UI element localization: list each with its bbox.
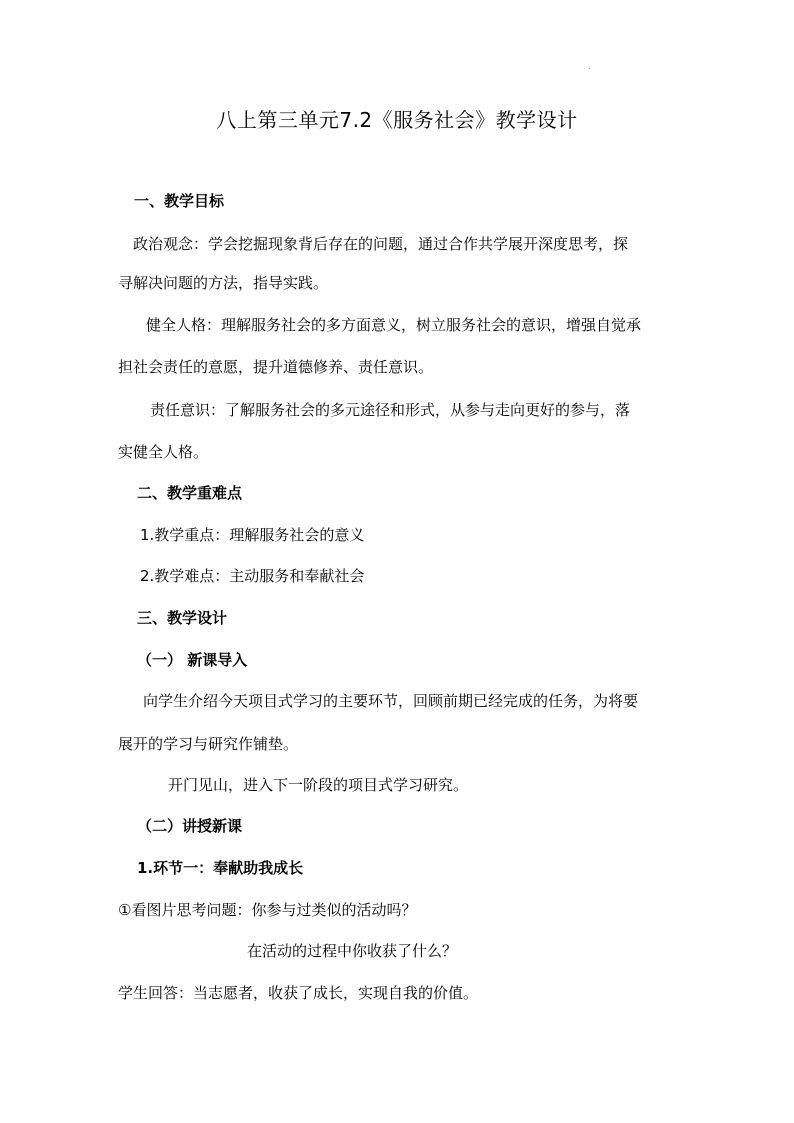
intro-line3: 开门见山，进入下一阶段的项目式学习研究。 xyxy=(168,776,469,794)
goal-political-line2: 寻解决问题的方法，指导实践。 xyxy=(118,274,329,292)
corner-mark: . xyxy=(588,62,591,71)
intro-line1: 向学生介绍今天项目式学习的主要环节，回顾前期已经完成的任务，为将要 xyxy=(143,692,639,710)
question-line2: 在活动的过程中你收获了什么？ xyxy=(247,942,458,960)
subsection-heading-new-lesson: （二）讲授新课 xyxy=(137,817,243,835)
difficult-point: 2.教学难点：主动服务和奉献社会 xyxy=(140,567,365,585)
goal-personality-line2: 担社会责任的意愿，提升道德修养、责任意识。 xyxy=(118,358,434,376)
goal-political-line1: 政治观念：学会挖掘现象背后存在的问题，通过合作共学展开深度思考，探 xyxy=(133,235,629,253)
intro-line2: 展开的学习与研究作铺垫。 xyxy=(118,735,299,753)
goal-personality-line1: 健全人格：理解服务社会的多方面意义，树立服务社会的意识，增强自觉承 xyxy=(146,316,642,334)
section-heading-key-points: 二、教学重难点 xyxy=(137,484,243,502)
key-point: 1.教学重点：理解服务社会的意义 xyxy=(140,526,365,544)
section-heading-teaching-design: 三、教学设计 xyxy=(137,609,228,627)
goal-responsibility-line2: 实健全人格。 xyxy=(118,443,209,461)
answer-line: 学生回答：当志愿者，收获了成长，实现自我的价值。 xyxy=(118,984,479,1002)
goal-responsibility-line1: 责任意识：了解服务社会的多元途径和形式，从参与走向更好的参与，落 xyxy=(150,401,631,419)
question-line1: ①看图片思考问题：你参与过类似的活动吗？ xyxy=(118,901,417,919)
step1-heading: 1.环节一：奉献助我成长 xyxy=(137,859,304,877)
section-heading-teaching-goals: 一、教学目标 xyxy=(134,192,225,210)
page-title: 八上第三单元7.2《服务社会》教学设计 xyxy=(216,108,578,132)
subsection-heading-intro: （一） 新课导入 xyxy=(137,651,248,669)
